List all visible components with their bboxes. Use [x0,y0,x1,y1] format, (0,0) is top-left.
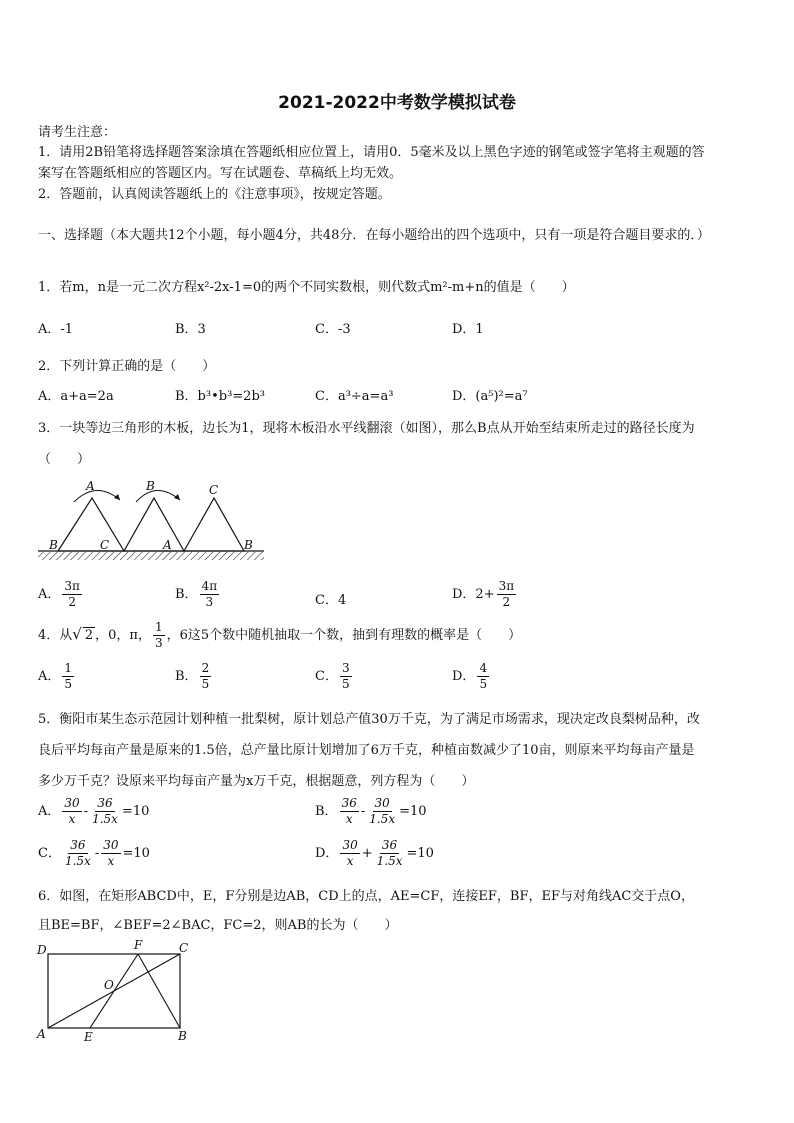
numerator: 3π [64,579,80,593]
triangle-3 [184,498,244,551]
denominator: 5 [479,677,488,691]
numerator: 4 [479,661,488,675]
triangle-2 [124,498,184,551]
fraction [62,661,74,692]
q2-option-d[interactable]: D．(a⁵)²=a⁷ [452,389,528,404]
denominator: 5 [201,677,210,691]
label-b: B [178,1029,187,1043]
denominator: 1.5x [376,854,403,868]
label-a-top: A [86,479,95,493]
label-e: E [84,1030,93,1044]
q5-option-c[interactable] [38,838,150,869]
roll-arc-2 [136,490,180,502]
q6-rectangle-figure [34,938,194,1044]
q6-stem-line-2: 且BE=BF，∠BEF=2∠BAC，FC=2，则AB的长为（ ） [38,918,398,933]
label-c: C [179,941,189,955]
denominator: 1.5x [64,854,91,868]
option-letter: B． [175,669,198,684]
equals-value: =10 [122,846,150,861]
denominator: 3 [154,636,163,650]
equals-value: =10 [399,804,427,819]
fraction [375,838,405,869]
q2-stem: 2．下列计算正确的是（ ） [38,359,216,374]
option-letter: B． [175,587,198,602]
fraction [62,579,82,610]
option-letter: D． [452,669,476,684]
q2-option-c[interactable]: C．a³÷a=a³ [315,389,394,404]
fraction [63,838,93,869]
fraction [153,620,165,651]
q4-stem-pre: 4．从 [38,628,73,643]
operator: - [94,846,100,861]
q3-stem-line-2: （ ） [38,452,91,467]
segment-bf [138,954,180,1028]
notice-line-3: 2．答题前，认真阅读答题纸上的《注意事项》，按规定答题。 [38,187,391,202]
denominator: 1.5x [369,812,396,826]
fraction [477,661,489,692]
denominator: x [107,854,115,868]
denominator: 5 [341,677,350,691]
q4-option-b[interactable] [175,661,213,692]
notice-heading: 请考生注意： [38,125,117,140]
numerator: 3 [341,661,350,675]
numerator: 30 [64,796,80,810]
numerator: 36 [341,796,357,810]
numerator: 3π [498,579,515,593]
denominator: 1.5x [92,812,118,826]
triangle-1 [58,498,124,551]
label-f: F [134,938,143,952]
fraction [340,796,359,827]
q2-option-b[interactable]: B．b³•b³=2b³ [175,389,265,404]
q4-option-a[interactable] [38,661,76,692]
q3-option-b[interactable] [175,579,221,610]
option-letter: A． [38,804,61,819]
page-title: 2021-2022中考数学模拟试卷 [278,93,516,113]
equals-value: =10 [406,846,434,861]
roll-arc-1 [74,490,120,502]
label-c-ground: C [100,538,110,552]
segment-ef [90,954,138,1028]
numerator: 30 [374,796,390,810]
numerator: 30 [103,838,119,852]
q5-option-d[interactable] [315,838,434,869]
q3-rolling-triangle-figure [36,474,268,566]
fraction [62,796,81,827]
option-letter: A． [38,669,61,684]
q4-option-c[interactable] [315,661,354,692]
q1-option-d[interactable]: D．1 [452,322,484,337]
q1-stem: 1．若m，n是一元二次方程x²-2x-1=0的两个不同实数根，则代数式m²-m+n的值是（ ） [38,280,575,295]
denominator: x [346,854,354,868]
q5-option-a[interactable] [38,796,149,827]
label-b-top: B [146,479,155,493]
fraction [367,796,397,827]
option-letter: C． [315,669,338,684]
numerator: 1 [154,620,163,634]
numerator: 2 [201,661,210,675]
q4-stem [38,620,521,651]
q3-option-a[interactable] [38,579,84,610]
q5-stem-line-1: 5．衡阳市某生态示范园计划种植一批梨树，原计划总产值30万千克，为了满足市场需求，现决定改良梨树品种，改 [38,712,700,727]
notice-line-1: 1．请用2B铅笔将选择题答案涂填在答题纸相应位置上，请用0．5毫米及以上黑色字迹的钢笔或签字笔将主观题的答 [38,145,705,160]
arrow-head-2 [174,494,180,500]
denominator: x [68,812,76,826]
q5-option-b[interactable] [315,796,427,827]
fraction [200,579,220,610]
q5-stem-line-2: 良后平均每亩产量是原来的1.5倍，总产量比原计划增加了6万千克，种植亩数减少了10亩，则原来平均每亩产量是 [38,743,695,758]
denominator: 5 [64,677,73,691]
q3-stem-line-1: 3．一块等边三角形的木板，边长为1，现将木板沿水平线翻滚（如图），那么B点从开始至结束所走过的路径长度为 [38,421,695,436]
q1-option-c[interactable]: C．-3 [315,322,351,337]
label-b-end: B [244,538,253,552]
denominator: 2 [68,595,76,609]
label-a: A [37,1027,46,1041]
label-a-ground: A [163,538,172,552]
operator: + [361,846,373,861]
denominator: 3 [205,595,214,609]
numerator: 36 [97,796,113,810]
q2-option-a[interactable]: A．a+a=2a [38,389,114,404]
equals-value: =10 [121,804,150,819]
sqrt-sign: √ [72,625,82,643]
denominator: 2 [502,595,511,609]
q4-stem-post: ，6这5个数中随机抽取一个数，抽到有理数的概率是（ ） [166,628,522,643]
fraction [340,838,359,869]
q3-option-c[interactable]: C．4 [315,593,347,608]
numerator: 4π [201,579,218,593]
operator: - [83,804,89,819]
notice-line-2: 案写在答题纸相应的答题区内。写在试题卷、草稿纸上均无效。 [38,166,403,181]
operator: - [360,804,366,819]
numerator: 30 [342,838,358,852]
q1-option-b[interactable]: B．3 [175,322,206,337]
option-letter: B． [315,804,338,819]
arrow-head-1 [114,494,120,500]
fraction [497,579,517,610]
label-c-top: C [209,483,219,497]
denominator: x [345,812,353,826]
fraction [200,661,212,692]
option-letter: A． [38,587,61,602]
q4-stem-mid: ，0，π， [95,628,151,643]
option-letter: D．2+ [452,587,495,602]
q1-option-a[interactable]: A．-1 [38,322,74,337]
q6-stem-line-1: 6．如图，在矩形ABCD中，E，F分别是边AB，CD上的点，AE=CF，连接EF，BF，EF与对角线AC交于点O， [38,889,694,904]
label-o: O [104,978,114,992]
option-letter: D． [315,846,339,861]
label-b-start: B [49,538,58,552]
label-d: D [37,943,47,957]
option-letter: C． [38,846,61,861]
fraction [340,661,352,692]
numerator: 36 [381,838,398,852]
sqrt-argument: 2 [84,628,94,643]
q5-stem-line-3: 多少万千克？设原来平均每亩产量为x万千克，根据题意，列方程为（ ） [38,774,475,789]
section-heading: 一、选择题（本大题共12个小题，每小题4分，共48分．在每小题给出的四个选项中，只有一项是符合题目要求的．） [38,228,710,243]
q4-option-d[interactable] [452,661,491,692]
fraction [101,838,120,869]
numerator: 1 [64,661,73,675]
ground-hatch [38,552,264,560]
q3-option-d[interactable] [452,579,518,610]
fraction [90,796,120,827]
numerator: 36 [70,838,86,852]
